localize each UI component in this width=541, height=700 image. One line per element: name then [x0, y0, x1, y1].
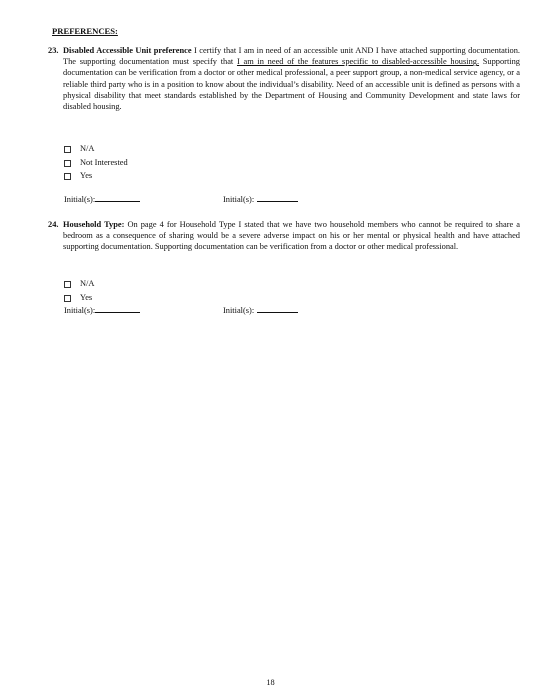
- checkbox[interactable]: [64, 146, 71, 153]
- initials-field-1[interactable]: [64, 193, 140, 205]
- page-number: 18: [266, 678, 275, 687]
- preference-item-24: [48, 219, 520, 253]
- options-24: [64, 278, 94, 305]
- checkbox[interactable]: [64, 173, 71, 180]
- checkbox[interactable]: [64, 160, 71, 167]
- checkbox[interactable]: [64, 281, 71, 288]
- initials-field-1[interactable]: [64, 304, 140, 316]
- initials-blank[interactable]: [257, 304, 298, 313]
- item-text-part-2: Supporting documentation can be verification from a doctor or other medical professional, a peer support group, a non-medical service agency, or a reliable third party who is in a position to know about the individual’s disability. Need of an accessible unit is defined as persons with a physical disability that meet standards established by the Department of Housing and Community Development and state laws for disabled housing.: [63, 57, 520, 112]
- options-23: [64, 143, 128, 184]
- initials-label: Initial(s):: [64, 195, 96, 204]
- option-yes[interactable]: [64, 292, 94, 306]
- item-number: 23.: [48, 46, 59, 55]
- option-na[interactable]: [64, 143, 128, 157]
- option-not-interested[interactable]: [64, 157, 128, 171]
- option-yes[interactable]: [64, 170, 128, 184]
- item-text-body: On page 4 for Household Type I stated that we have two household members who cannot be required to share a bedroom as a consequence of sharing would be a severe adverse impact on his or her mental or physical health and have attached supporting documentation. Supporting documentation can be verification from a doctor or other medical professional.: [63, 220, 520, 252]
- option-label: Not Interested: [80, 157, 128, 167]
- item-title: Disabled Accessible Unit preference: [63, 46, 192, 55]
- initials-label: Initial(s):: [64, 306, 96, 315]
- item-underlined-requirement: I am in need of the features specific to disabled-accessible housing.: [236, 57, 480, 67]
- option-label: N/A: [80, 279, 95, 288]
- item-text-part-1: I certify that I am in need of an accessible unit AND I have attached supporting documentation. The supporting documentation must specify that: [63, 46, 521, 67]
- item-text: [63, 219, 520, 253]
- checkbox[interactable]: [64, 295, 71, 302]
- section-heading: PREFERENCES:: [52, 26, 118, 36]
- initials-label: Initial(s):: [223, 306, 255, 315]
- item-text: [63, 45, 520, 112]
- preference-item-23: [48, 45, 520, 112]
- option-na[interactable]: [64, 278, 94, 292]
- initials-blank[interactable]: [95, 193, 140, 202]
- initials-field-2[interactable]: [223, 193, 298, 205]
- item-number: 24.: [48, 220, 59, 229]
- option-label: N/A: [80, 144, 95, 153]
- item-title: Household Type:: [63, 220, 125, 229]
- initials-blank[interactable]: [257, 193, 298, 202]
- initials-label: Initial(s):: [223, 195, 255, 204]
- option-label: Yes: [80, 171, 93, 180]
- option-label: Yes: [80, 292, 93, 302]
- initials-blank[interactable]: [95, 304, 140, 313]
- initials-field-2[interactable]: [223, 304, 298, 316]
